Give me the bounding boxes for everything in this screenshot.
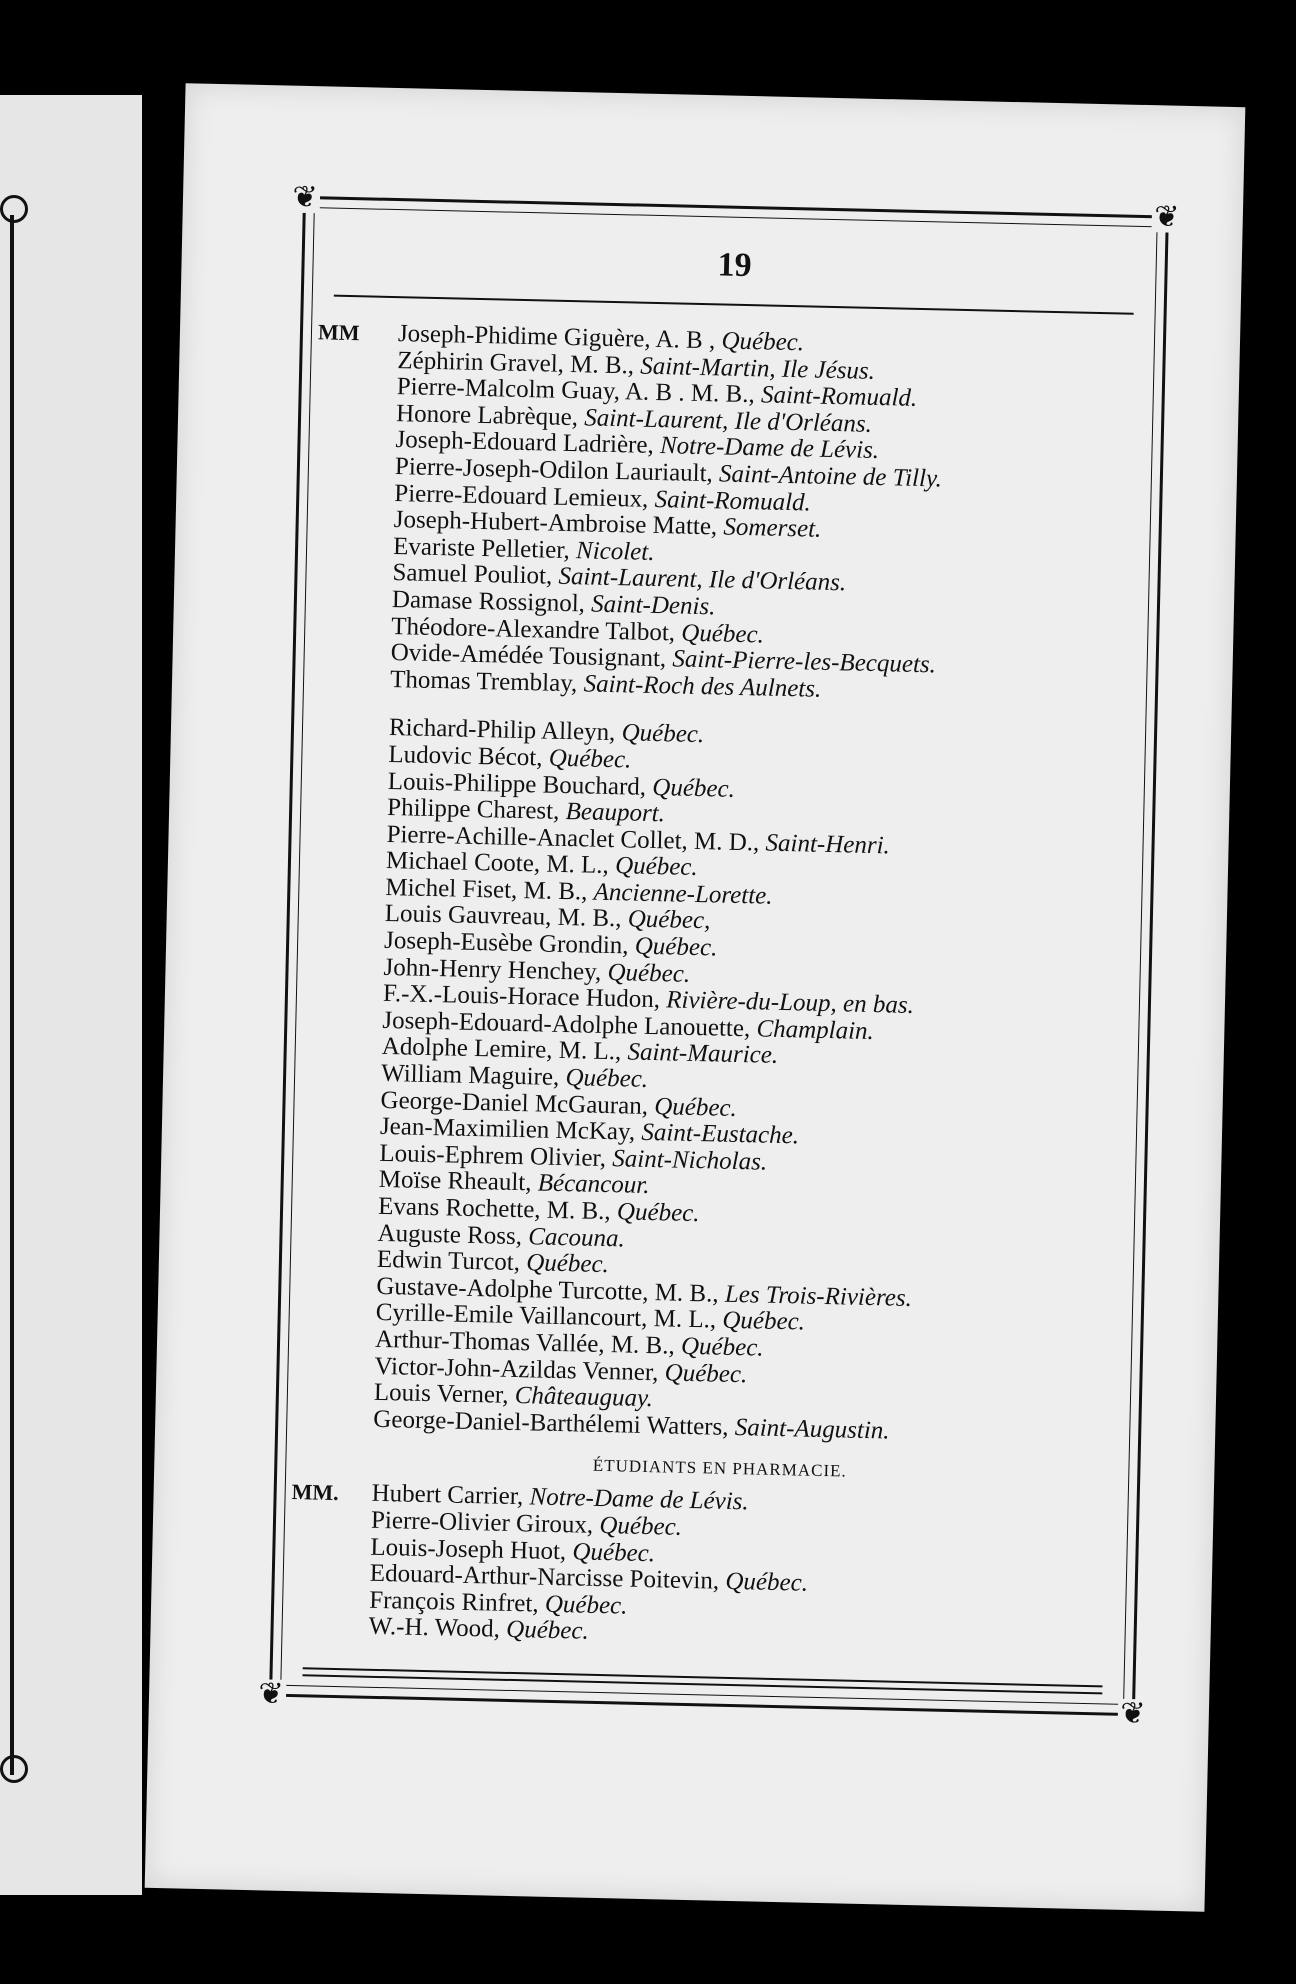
student-place: Les Trois-Rivières. <box>724 1280 913 1312</box>
student-name: Louis-Ephrem Olivier, <box>379 1139 613 1172</box>
student-name: Joseph-Hubert-Ambroise Matte, <box>393 506 724 541</box>
student-place: Québec. <box>680 1332 764 1362</box>
honorific-label: MM. <box>291 1479 339 1506</box>
pharmacy-students-list <box>291 1479 1126 1658</box>
student-name: François Rinfret, <box>368 1586 546 1618</box>
student-place: Saint-Roch des Aulnets. <box>583 670 822 703</box>
student-name: Joseph-Edouard Ladrière, <box>395 426 661 460</box>
student-place: Québec. <box>634 932 718 962</box>
student-name: Cyrille-Emile Vaillancourt, M. L., <box>375 1299 723 1335</box>
student-name: Auguste Ross, <box>377 1219 529 1250</box>
student-place: Saint-Augustin. <box>734 1413 890 1445</box>
student-place: Nicolet. <box>575 536 655 566</box>
student-place: Québec. <box>722 1307 806 1336</box>
student-name: Honore Labrèque, <box>395 399 585 432</box>
student-place: Saint-Martin, Ile Jésus. <box>640 352 876 385</box>
student-name: Samuel Pouliot, <box>392 559 559 591</box>
student-name: Zéphirin Gravel, M. B., <box>397 346 641 380</box>
student-place: Québec. <box>681 619 765 648</box>
student-name: Hubert Carrier, <box>371 1480 530 1511</box>
student-place: Châteauguay. <box>514 1382 654 1413</box>
student-place: Québec. <box>725 1567 809 1597</box>
student-place: Saint-Pierre-les-Becquets. <box>672 645 937 679</box>
student-place: Saint-Laurent, Ile d'Orléans. <box>583 404 873 438</box>
student-place: Ancienne-Lorette. <box>593 878 773 910</box>
student-place: Québec. <box>544 1590 628 1620</box>
student-place: Notre-Dame de Lévis. <box>529 1483 750 1516</box>
student-name: Pierre-Achille-Anaclet Collet, M. D., <box>386 820 766 857</box>
student-name: Joseph-Phidime Giguère, A. B , <box>397 320 722 355</box>
corner-ornament-icon: ❦ <box>290 183 321 214</box>
adjacent-page-edge <box>0 95 142 1895</box>
student-place: Champlain. <box>756 1015 875 1045</box>
student-place: Saint-Nicholas. <box>612 1144 768 1176</box>
section-title-pharmacy: ÉTUDIANTS EN PHARMACIE. <box>592 1456 847 1481</box>
student-name: John-Henry Henchey, <box>383 953 608 986</box>
student-name: Pierre-Edouard Lemieux, <box>394 479 655 513</box>
student-name: Michael Coote, M. L., <box>385 847 616 880</box>
student-list <box>291 319 1153 1658</box>
student-name: Adolphe Lemire, M. L., <box>381 1033 628 1066</box>
student-name: Pierre-Olivier Giroux, <box>370 1506 600 1539</box>
adjacent-page-rule <box>10 215 14 1775</box>
student-name: Philippe Charest, <box>386 794 566 826</box>
student-place: Cacouna. <box>527 1222 626 1253</box>
student-place: Québec. <box>572 1537 656 1567</box>
student-place: Saint-Eustache. <box>641 1119 800 1150</box>
student-name: William Maguire, <box>380 1059 566 1092</box>
student-name: Damase Rossignol, <box>391 585 592 618</box>
student-place: Québec. <box>607 958 691 988</box>
student-name: Gustave-Adolphe Turcotte, M. B., <box>376 1272 726 1308</box>
student-name: Ludovic Bécot, <box>388 740 550 772</box>
student-place: Québec. <box>621 719 705 749</box>
student-name: Pierre-Joseph-Odilon Lauriault, <box>394 453 720 488</box>
student-place: Bécancour. <box>537 1169 650 1200</box>
student-place: Québec. <box>721 327 805 357</box>
student-place: Beauport. <box>565 798 666 828</box>
student-name: Joseph-Eusèbe Grondin, <box>383 927 636 960</box>
student-name: Joseph-Edouard-Adolphe Lanouette, <box>382 1006 757 1043</box>
honorific-label: MM <box>317 319 360 346</box>
student-place: Notre-Dame de Lévis. <box>659 432 880 465</box>
student-place: Québec. <box>505 1616 590 1646</box>
student-place: Saint-Romuald. <box>654 485 812 517</box>
page-number: 19 <box>717 246 753 285</box>
corner-ornament-icon: ❦ <box>1151 202 1182 233</box>
student-name: Evariste Pelletier, <box>392 532 577 564</box>
student-name: George-Daniel McGauran, <box>380 1086 655 1120</box>
student-name: W.-H. Wood, <box>368 1613 507 1644</box>
student-name: Théodore-Alexandre Talbot, <box>391 612 682 647</box>
student-place: Saint-Maurice. <box>627 1038 779 1070</box>
student-place: Québec. <box>599 1511 683 1541</box>
ornament-icon <box>0 1755 28 1783</box>
student-place: Saint-Denis. <box>590 590 716 621</box>
student-place: Québec. <box>652 773 736 803</box>
student-name: F.-X.-Louis-Horace Hudon, <box>382 980 667 1014</box>
student-place: Québec. <box>565 1064 649 1093</box>
student-name: Arthur-Thomas Vallée, M. B., <box>374 1325 682 1360</box>
student-place: Québec. <box>548 744 632 774</box>
student-place: Saint-Romuald. <box>760 381 918 413</box>
corner-ornament-icon: ❦ <box>256 1679 287 1710</box>
student-place: Québec. <box>653 1092 738 1122</box>
student-name: Thomas Tremblay, <box>389 665 584 698</box>
student-place: Québec. <box>616 1198 700 1228</box>
ornament-icon <box>0 195 28 223</box>
student-name: Louis Gauvreau, M. B., <box>384 900 629 933</box>
student-name: Louis-Philippe Bouchard, <box>387 767 653 801</box>
student-name: Jean-Maximilien McKay, <box>379 1113 642 1147</box>
student-name: George-Daniel-Barthélemi Watters, <box>373 1405 736 1441</box>
page-border <box>258 180 1180 1731</box>
book-page <box>145 83 1246 1912</box>
student-place: Somerset. <box>723 513 822 543</box>
student-name: Louis Verner, <box>373 1378 516 1410</box>
student-name: Victor-John-Azildas Venner, <box>374 1352 666 1386</box>
student-place: Rivière-du-Loup, en bas. <box>665 986 915 1020</box>
student-name: Edwin Turcot, <box>376 1246 527 1277</box>
student-name: Richard-Philip Alleyn, <box>388 714 622 747</box>
student-name: Ovide-Amédée Tousignant, <box>390 639 673 673</box>
medical-students-list <box>317 319 1153 1450</box>
student-name: Pierre-Malcolm Guay, A. B . M. B., <box>396 373 762 409</box>
corner-ornament-icon: ❦ <box>1118 1699 1149 1730</box>
student-name: Edouard-Arthur-Narcisse Poitevin, <box>369 1559 726 1595</box>
student-place: Québec. <box>525 1249 610 1279</box>
student-place: Québec. <box>614 852 698 882</box>
student-place: Saint-Antoine de Tilly. <box>718 460 943 493</box>
student-name: Moïse Rheault, <box>378 1166 539 1197</box>
student-place: Saint-Laurent, Ile d'Orléans. <box>558 563 847 597</box>
student-name: Michel Fiset, M. B., <box>385 873 595 906</box>
student-name: Louis-Joseph Huot, <box>370 1533 573 1565</box>
student-place: Québec, <box>627 905 711 935</box>
student-place: Saint-Henri. <box>765 829 891 860</box>
student-place: Québec. <box>664 1358 748 1388</box>
student-name: Evans Rochette, M. B., <box>377 1192 618 1226</box>
